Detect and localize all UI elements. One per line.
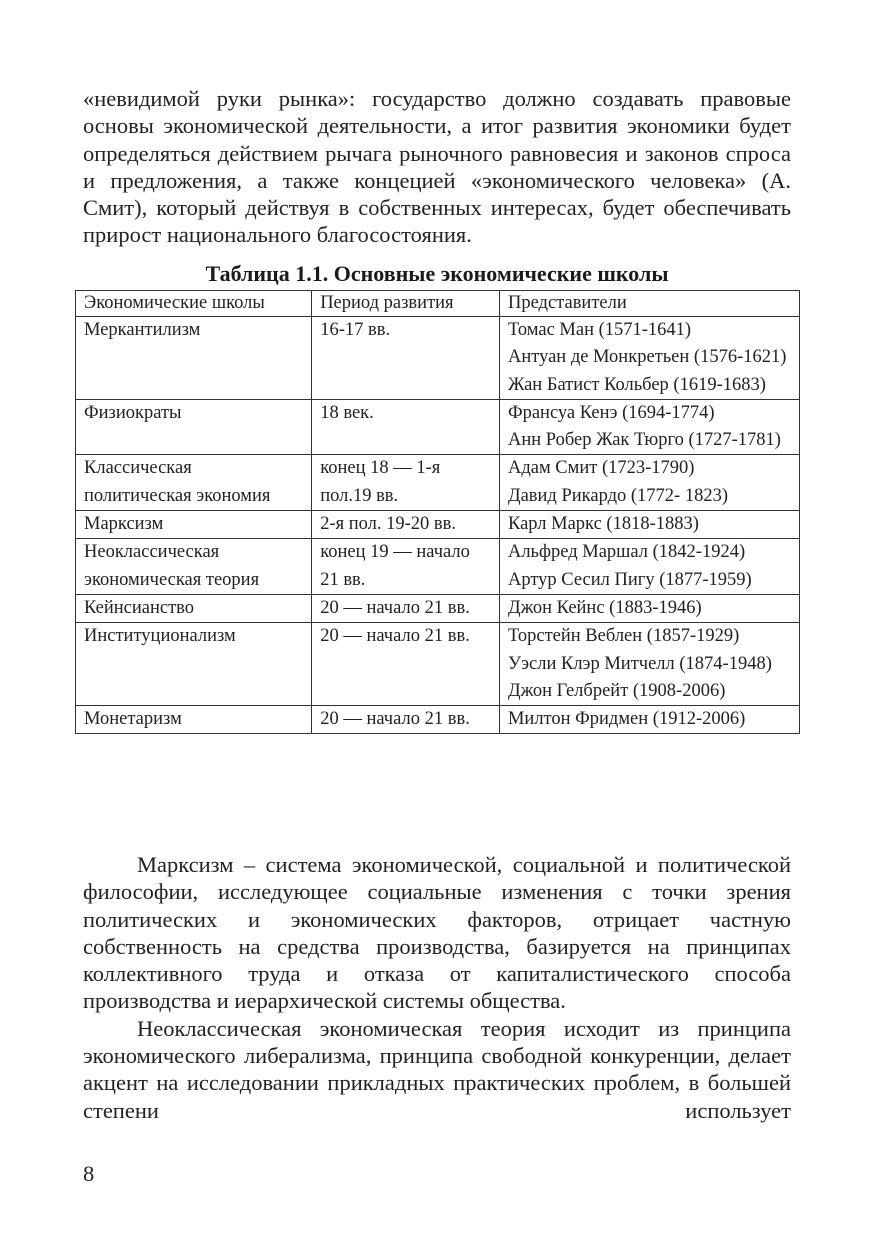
period-cell: 20 — начало 21 вв. — [312, 594, 500, 622]
representative: Карл Маркс (1818-1883) — [507, 514, 699, 535]
table-row — [76, 594, 800, 622]
representatives-cell — [499, 511, 799, 539]
table-row — [76, 399, 800, 455]
representative: Джон Гелбрейт (1908-2006) — [507, 680, 726, 701]
representatives-cell — [499, 623, 799, 706]
period-cell: 20 — начало 21 вв. — [312, 623, 500, 706]
school-cell: Марксизм — [76, 511, 312, 539]
header-school: Экономические школы — [76, 291, 312, 317]
table-header-row — [76, 291, 800, 317]
header-period: Период развития — [312, 291, 500, 317]
after-table-text — [83, 851, 791, 1124]
school-cell: Физиократы — [76, 399, 312, 455]
table-row — [76, 623, 800, 706]
page-body — [83, 85, 791, 1123]
representatives-cell — [499, 399, 799, 455]
representative: Адам Смит (1723-1790) — [507, 458, 695, 479]
period-cell: 16-17 вв. — [312, 317, 500, 400]
representatives-cell — [499, 706, 799, 734]
school-cell: Меркантилизм — [76, 317, 312, 400]
representative: Томас Ман (1571-1641) — [507, 320, 692, 340]
economic-schools-table — [75, 290, 800, 734]
table-row — [76, 706, 800, 734]
marxism-paragraph: Марксизм – система экономической, социальной и политической философии, исследующее социальные изменения с точки зрения политических и экономических факторов, отрицает частную собственность на средства производства, базируется на принципах коллективного труда и отказа от капиталистического способа производства и иерархической системы общества. — [83, 852, 791, 1014]
representative: Уэсли Клэр Митчелл (1874-1948) — [507, 653, 772, 674]
representative: Антуан де Монкретьен (1576-1621) — [507, 347, 787, 368]
intro-paragraph: «невидимой руки рынка»: государство должно создавать правовые основы экономической деятельности, а итог развития экономики будет определяться действием рычага рыночного равновесия и законов спроса и предложения, а также концецией «экономического человека» (А. Смит), который действуя в собственных интересах, будет обеспечивать прирост национального благосостояния. — [83, 86, 791, 248]
representative: Франсуа Кенэ (1694-1774) — [507, 402, 715, 423]
representative: Артур Сесил Пигу (1877-1959) — [507, 569, 752, 590]
page-number: 8 — [83, 1161, 95, 1186]
representatives-cell — [499, 455, 799, 511]
table-row — [76, 511, 800, 539]
school-cell: Монетаризм — [76, 706, 312, 734]
school-cell: Институционализм — [76, 623, 312, 706]
period-cell: конец 18 — 1-я пол.19 вв. — [312, 455, 500, 511]
representative: Милтон Фридмен (1912-2006) — [507, 709, 746, 730]
representatives-cell — [499, 317, 799, 400]
school-cell: Кейнсианство — [76, 594, 312, 622]
representative: Альфред Маршал (1842-1924) — [507, 542, 746, 563]
header-representatives: Представители — [499, 291, 799, 317]
school-cell: Классическая политическая экономия — [76, 455, 312, 511]
neoclassical-paragraph: Неоклассическая экономическая теория исходит из принципа экономического либерализма, принципа свободной конкуренции, делает акцент на исследовании прикладных практических проблем, в большей степени использует — [83, 1015, 791, 1123]
representative: Жан Батист Кольбер (1619-1683) — [507, 374, 766, 395]
table-row — [76, 317, 800, 400]
table-caption: Таблица 1.1. Основные экономические школы — [205, 261, 669, 286]
representatives-cell — [499, 539, 799, 595]
representative: Давид Рикардо (1772- 1823) — [507, 485, 728, 506]
representative: Анн Робер Жак Тюрго (1727-1781) — [507, 430, 781, 451]
period-cell: 18 век. — [312, 399, 500, 455]
representatives-cell — [499, 594, 799, 622]
school-cell: Неоклассическая экономическая теория — [76, 539, 312, 595]
representative: Джон Кейнс (1883-1946) — [507, 597, 702, 618]
representative: Торстейн Веблен (1857-1929) — [507, 626, 740, 647]
period-cell: 2-я пол. 19-20 вв. — [312, 511, 500, 539]
table-row — [76, 539, 800, 595]
period-cell: конец 19 — начало 21 вв. — [312, 539, 500, 595]
table-row — [76, 455, 800, 511]
period-cell: 20 — начало 21 вв. — [312, 706, 500, 734]
